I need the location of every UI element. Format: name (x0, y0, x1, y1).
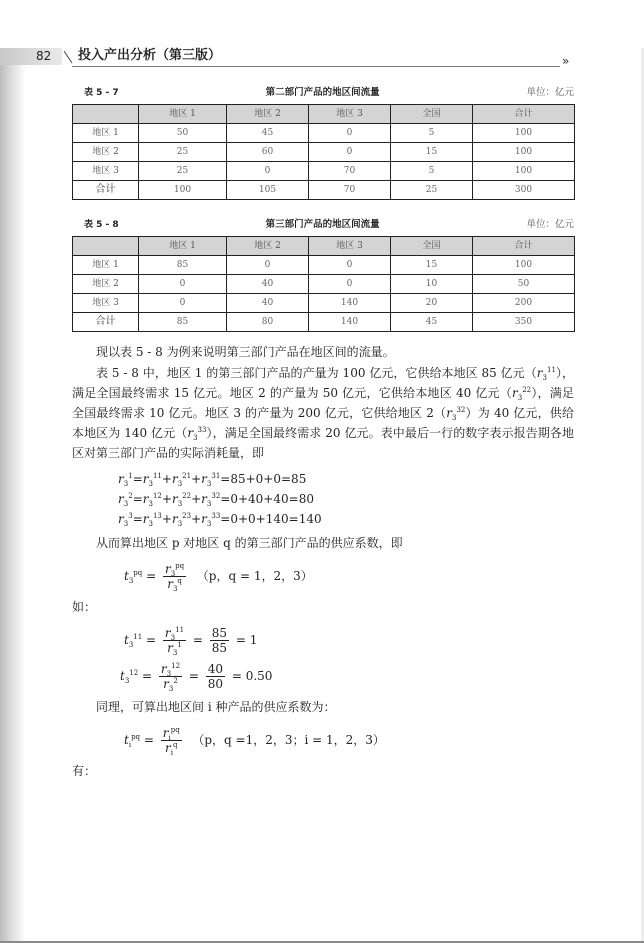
header-cell (73, 105, 139, 124)
table-title: 第二部门产品的地区间流量 (265, 87, 380, 98)
text-run: ），满足全国最终需求 10 亿元。地区 3 的产量为 200 亿元，它供给地区 2（ (72, 386, 574, 420)
cell: 70 (309, 181, 391, 200)
equation-supply-coefficient: $t_3^{pq}$ = $\frac{r_3^{pq}}{r_3^q}$ （p，q = 1，2，3） (124, 562, 313, 593)
book-title: 投入产出分析（第三版） (78, 48, 222, 63)
cell: 25 (391, 181, 473, 200)
page-number-tab (0, 48, 62, 65)
row-label: 地区 3 (73, 162, 139, 181)
cell: 25 (139, 143, 227, 162)
table-header-row (73, 237, 575, 256)
cell: 10 (391, 275, 473, 294)
math-r: $r_3^{22}$ (511, 386, 532, 402)
table-title: 第三部门产品的地区间流量 (265, 219, 380, 230)
cell: 100 (473, 256, 575, 275)
header-cell: 地区 2 (227, 105, 309, 124)
cell: 60 (227, 143, 309, 162)
cell: 80 (227, 313, 309, 332)
slash-divider-icon (63, 50, 73, 64)
cell: 50 (473, 275, 575, 294)
header-cell: 地区 1 (139, 105, 227, 124)
cell: 350 (473, 313, 575, 332)
cell: 105 (227, 181, 309, 200)
page-shadow (0, 48, 26, 941)
equation-general-coefficient: $t_i^{pq}$ = $\frac{r_i^{pq}}{r_i^q}$ （p，q =1，2，3；i = 1，2，3） (124, 726, 385, 757)
cell: 40 (227, 275, 309, 294)
equation-sum-2: $r_3^2=r_3^{12}+r_3^{22}+r_3^{32}=0+40+40=80$ (118, 492, 314, 508)
equation-example-1: $t_3^{11}$ = $\frac{r_3^{11}}{r_3^1}$ = $\frac{85}{85}$ = 1 (124, 626, 258, 657)
header-cell (73, 237, 139, 256)
row-label: 地区 1 (73, 124, 139, 143)
table-caption (72, 85, 574, 100)
table-unit: 单位：亿元 (526, 219, 574, 230)
paragraph-example-label: 如： (72, 600, 97, 614)
paragraph-coefficient: 从而算出地区 p 对地区 q 的第三部门产品的供应系数，即 (96, 536, 403, 550)
equation-example-2: $t_3^{12}$ = $\frac{r_3^{12}}{r_3^2}$ = $\frac{40}{80}$ = 0.50 (120, 662, 273, 693)
table-row (73, 256, 575, 275)
cell: 300 (473, 181, 575, 200)
table-caption (72, 217, 574, 232)
header-cell: 全国 (391, 105, 473, 124)
cell: 15 (391, 143, 473, 162)
cell: 15 (391, 256, 473, 275)
text-run: ），满足全国最终需求 20 亿元。表中最后一行的数字表示报告期各地区对第三部门产品的实际消耗量，即 (72, 426, 574, 460)
header-cell: 全国 (391, 237, 473, 256)
page-number: 82 (36, 49, 52, 63)
cell: 40 (227, 294, 309, 313)
paragraph-intro: 现以表 5 - 8 为例来说明第三部门产品在地区间的流量。 (96, 345, 395, 359)
header-cell: 合计 (473, 237, 575, 256)
equation-condition: （p，q = 1，2，3） (196, 569, 313, 583)
row-label: 地区 2 (73, 275, 139, 294)
row-label: 合计 (73, 313, 139, 332)
cell: 200 (473, 294, 575, 313)
cell: 70 (309, 162, 391, 181)
table-number: 表 5 - 8 (84, 220, 119, 230)
page-content (72, 85, 574, 781)
cell: 85 (139, 256, 227, 275)
flow-table-5-7 (72, 104, 575, 200)
table-row (73, 294, 575, 313)
equation-sum-3: $r_3^3=r_3^{13}+r_3^{23}+r_3^{33}=0+0+140=140$ (118, 512, 322, 528)
text-run: 表 5 - 8 中，地区 1 的第三部门产品的产量为 100 亿元，它供给本地区 85 亿元（ (96, 366, 537, 380)
header-rule (72, 66, 560, 67)
cell: 100 (473, 143, 575, 162)
table-header-row (73, 105, 575, 124)
cell: 100 (473, 124, 575, 143)
math-r: $r_3^{32}$ (446, 406, 466, 422)
cell: 45 (391, 313, 473, 332)
row-label: 地区 3 (73, 294, 139, 313)
text-run: ）为 40 亿元，供给本地区为 140 亿元（ (72, 406, 574, 440)
cell: 0 (309, 256, 391, 275)
cell: 85 (139, 313, 227, 332)
flow-table-5-8 (72, 236, 575, 332)
table-unit: 单位：亿元 (526, 87, 574, 98)
cell: 100 (473, 162, 575, 181)
cell: 140 (309, 294, 391, 313)
table-row (73, 143, 575, 162)
header-cell: 地区 3 (309, 105, 391, 124)
cell: 25 (139, 162, 227, 181)
running-head (0, 48, 590, 68)
header-cell: 地区 3 (309, 237, 391, 256)
table-row (73, 124, 575, 143)
table-row (73, 275, 575, 294)
paragraph-therefore: 有： (72, 764, 97, 778)
math-r: $r_3^{33}$ (187, 426, 207, 442)
row-label: 地区 1 (73, 256, 139, 275)
cell: 0 (309, 143, 391, 162)
double-chevron-icon: » (562, 54, 570, 68)
cell: 5 (391, 124, 473, 143)
row-label: 地区 2 (73, 143, 139, 162)
row-label: 合计 (73, 181, 139, 200)
cell: 0 (227, 256, 309, 275)
cell: 100 (139, 181, 227, 200)
cell: 0 (227, 162, 309, 181)
cell: 45 (227, 124, 309, 143)
header-cell: 地区 1 (139, 237, 227, 256)
paragraph-explanation (72, 363, 574, 463)
header-cell: 地区 2 (227, 237, 309, 256)
cell: 0 (139, 294, 227, 313)
text-run: ），满足全国最终需求 15 亿元。地区 2 的产量为 50 亿元，它供给本地区 40 亿元（ (72, 366, 574, 400)
table-row (73, 162, 575, 181)
cell: 0 (309, 275, 391, 294)
cell: 20 (391, 294, 473, 313)
equation-condition: （p，q =1，2，3；i = 1，2，3） (192, 733, 385, 747)
equation-group-sums (72, 469, 574, 529)
table-total-row (73, 313, 575, 332)
header-cell: 合计 (473, 105, 575, 124)
equation-sum-1: $r_3^1=r_3^{11}+r_3^{21}+r_3^{31}=85+0+0=85$ (118, 472, 307, 488)
cell: 0 (139, 275, 227, 294)
cell: 0 (309, 124, 391, 143)
paragraph-generalization: 同理，可算出地区间 i 种产品的供应系数为： (96, 700, 336, 714)
cell: 50 (139, 124, 227, 143)
math-r: $r_3^{11}$ (536, 366, 556, 382)
table-total-row (73, 181, 575, 200)
cell: 140 (309, 313, 391, 332)
cell: 5 (391, 162, 473, 181)
table-number: 表 5 - 7 (84, 88, 119, 98)
